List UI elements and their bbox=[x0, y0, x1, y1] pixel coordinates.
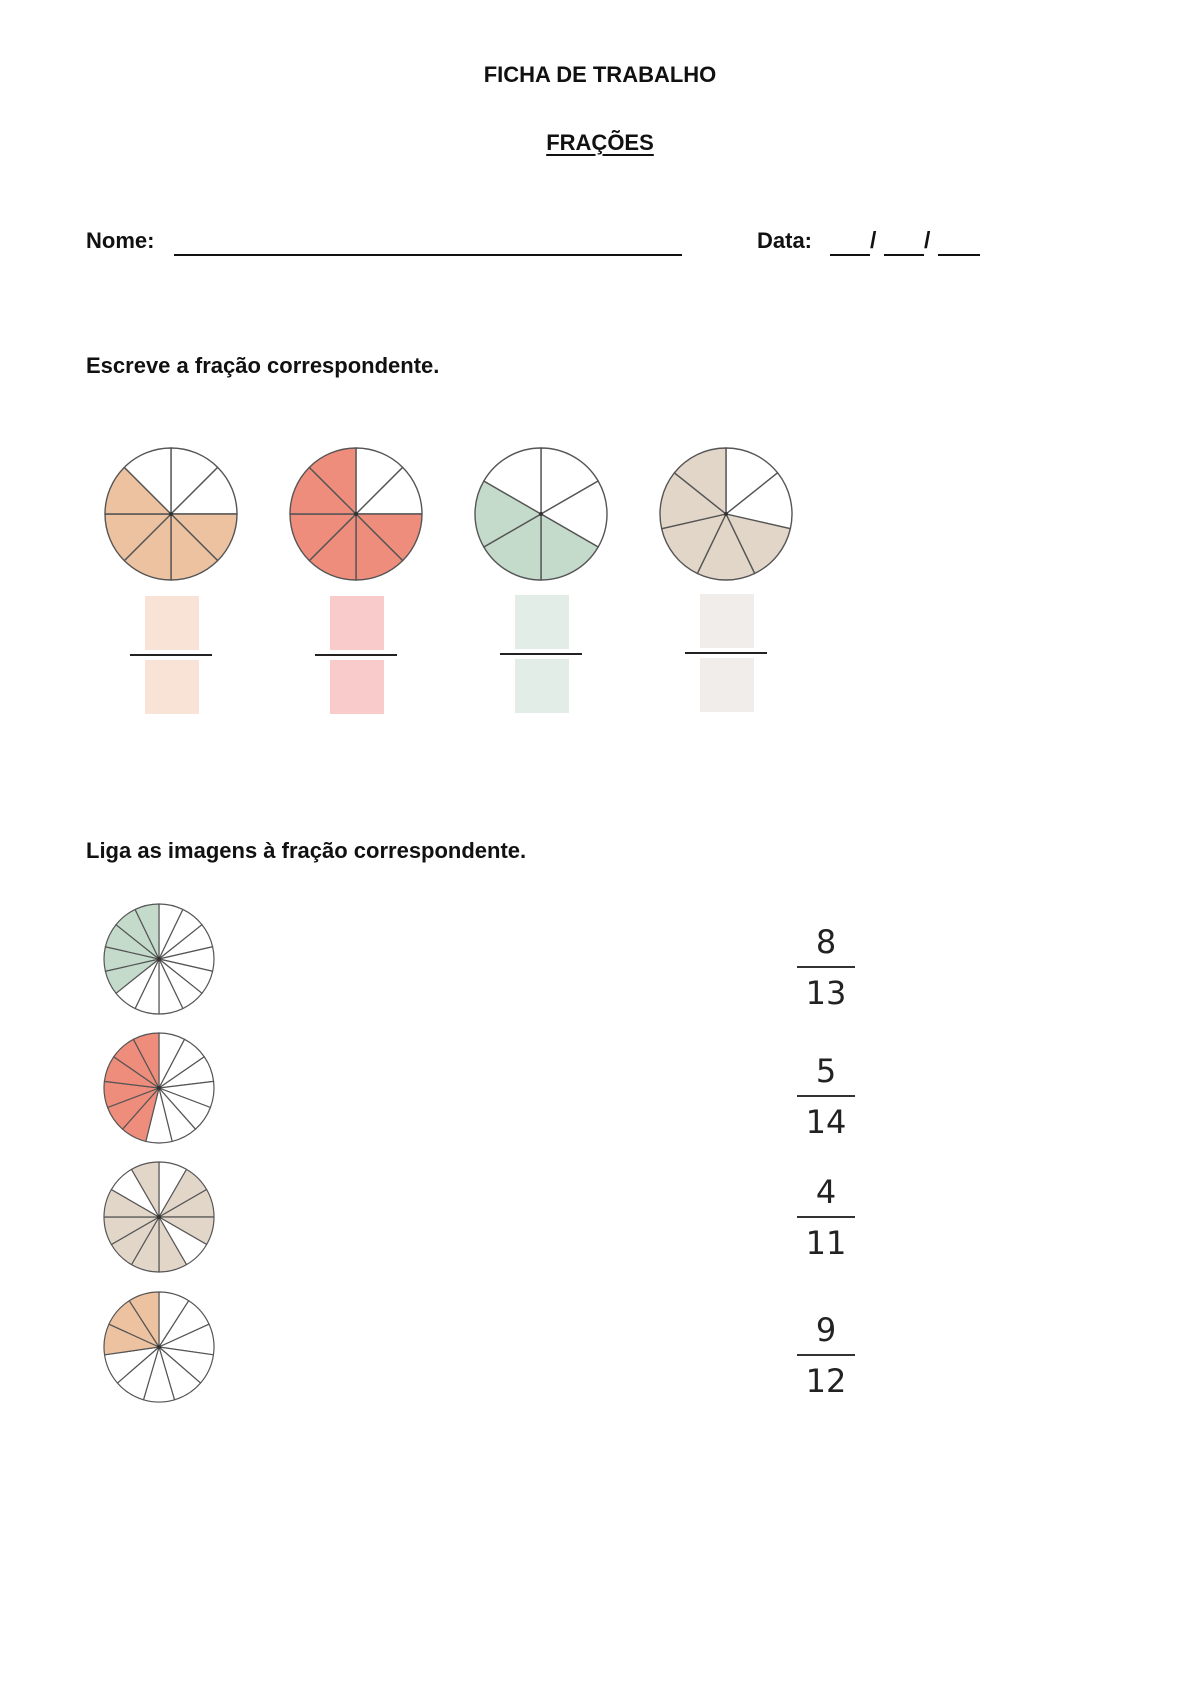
fraction-denominator: 13 bbox=[805, 974, 847, 1012]
fraction-pie-chart bbox=[103, 446, 239, 582]
fraction-pie-chart bbox=[288, 446, 424, 582]
pie-center bbox=[724, 512, 728, 516]
pie-center bbox=[354, 512, 358, 516]
fraction-numerator: 9 bbox=[815, 1311, 837, 1349]
date-year-field[interactable] bbox=[938, 254, 980, 256]
fraction-line bbox=[315, 654, 397, 656]
fraction-bar bbox=[797, 966, 855, 968]
date-day-field[interactable] bbox=[830, 254, 870, 256]
denominator-answer-box[interactable] bbox=[700, 658, 754, 712]
fraction-line bbox=[685, 652, 767, 654]
fraction-pie-chart bbox=[658, 446, 794, 582]
date-month-field[interactable] bbox=[884, 254, 924, 256]
numerator-answer-box[interactable] bbox=[145, 596, 199, 650]
matching-pie-chart[interactable] bbox=[102, 1160, 216, 1274]
page-subtitle: FRAÇÕES bbox=[546, 130, 654, 155]
denominator-answer-box[interactable] bbox=[330, 660, 384, 714]
pie-center bbox=[169, 512, 173, 516]
fraction-bar bbox=[797, 1354, 855, 1356]
pie-center bbox=[539, 512, 543, 516]
numerator-answer-box[interactable] bbox=[330, 596, 384, 650]
fraction-denominator: 14 bbox=[805, 1103, 847, 1141]
date-separator: / bbox=[870, 227, 877, 253]
fraction-bar bbox=[797, 1216, 855, 1218]
fraction-denominator: 12 bbox=[805, 1362, 847, 1400]
fraction-numerator: 8 bbox=[815, 923, 837, 961]
matching-pie-chart[interactable] bbox=[102, 1031, 216, 1145]
name-label: Nome: bbox=[86, 228, 155, 253]
fraction-numerator: 5 bbox=[815, 1052, 837, 1090]
fraction-bar bbox=[797, 1095, 855, 1097]
exercise2-instruction: Liga as imagens à fração correspondente. bbox=[86, 838, 527, 863]
numerator-answer-box[interactable] bbox=[700, 594, 754, 648]
date-separator: / bbox=[924, 227, 931, 253]
numerator-answer-box[interactable] bbox=[515, 595, 569, 649]
pie-center bbox=[157, 1086, 161, 1090]
fraction-line bbox=[130, 654, 212, 656]
name-field[interactable] bbox=[174, 254, 682, 256]
page-title: FICHA DE TRABALHO bbox=[483, 62, 717, 87]
fraction-pie-chart bbox=[473, 446, 609, 582]
pie-center bbox=[157, 1345, 161, 1349]
denominator-answer-box[interactable] bbox=[515, 659, 569, 713]
pie-center bbox=[157, 957, 161, 961]
fraction-line bbox=[500, 653, 582, 655]
denominator-answer-box[interactable] bbox=[145, 660, 199, 714]
fraction-denominator: 11 bbox=[805, 1224, 847, 1262]
matching-pie-chart[interactable] bbox=[102, 902, 216, 1016]
date-label: Data: bbox=[757, 228, 813, 253]
fraction-numerator: 4 bbox=[815, 1173, 837, 1211]
exercise1-instruction: Escreve a fração correspondente. bbox=[86, 353, 440, 378]
pie-center bbox=[157, 1215, 161, 1219]
matching-pie-chart[interactable] bbox=[102, 1290, 216, 1404]
